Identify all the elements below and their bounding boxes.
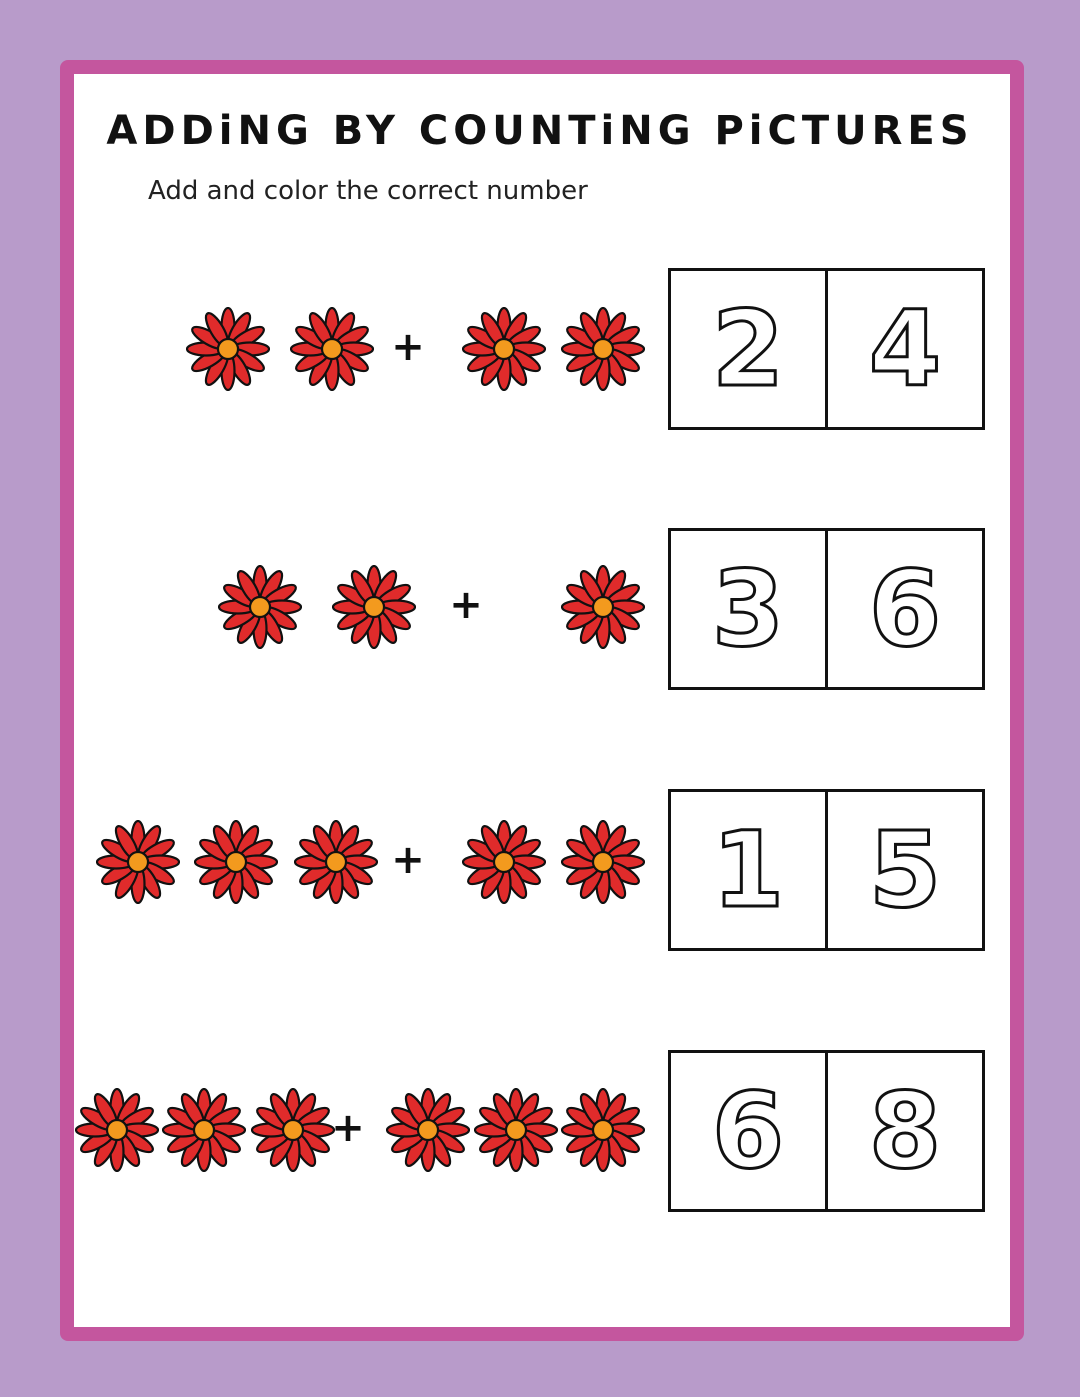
flower-icon: [474, 1088, 558, 1172]
flower-icon: [194, 820, 278, 904]
worksheet-title: ADDiNG BY COUNTiNG PiCTURES: [106, 108, 974, 154]
flower-icon: [290, 307, 374, 391]
plus-sign: +: [331, 1105, 365, 1151]
answer-number: 1: [711, 809, 785, 931]
flower-icon: [96, 820, 180, 904]
flower-icon: [386, 1088, 470, 1172]
plus-sign: +: [391, 324, 425, 370]
flower-icon: [294, 820, 378, 904]
answer-choices: [668, 789, 985, 951]
answer-choice-box[interactable]: [828, 531, 982, 687]
answer-choices: [668, 268, 985, 430]
answer-choice-box[interactable]: [671, 271, 828, 427]
answer-number: 4: [868, 288, 942, 410]
answer-choice-box[interactable]: [828, 1053, 982, 1209]
flower-icon: [561, 820, 645, 904]
answer-number: 5: [868, 809, 942, 931]
answer-number: 3: [711, 548, 785, 670]
answer-choice-box[interactable]: [828, 792, 982, 948]
flower-icon: [561, 1088, 645, 1172]
answer-number: 6: [868, 548, 942, 670]
answer-choice-box[interactable]: [671, 1053, 828, 1209]
flower-icon: [75, 1088, 159, 1172]
flower-icon: [186, 307, 270, 391]
plus-sign: +: [391, 837, 425, 883]
answer-number: 2: [711, 288, 785, 410]
plus-sign: +: [449, 582, 483, 628]
instructions: Add and color the correct number: [148, 176, 588, 206]
answer-choice-box[interactable]: [671, 792, 828, 948]
flower-icon: [561, 307, 645, 391]
answer-choices: [668, 528, 985, 690]
flower-icon: [251, 1088, 335, 1172]
answer-choice-box[interactable]: [671, 531, 828, 687]
flower-icon: [332, 565, 416, 649]
flower-icon: [462, 307, 546, 391]
flower-icon: [462, 820, 546, 904]
flower-icon: [218, 565, 302, 649]
answer-choice-box[interactable]: [828, 271, 982, 427]
flower-icon: [561, 565, 645, 649]
flower-icon: [162, 1088, 246, 1172]
answer-number: 6: [711, 1070, 785, 1192]
answer-number: 8: [868, 1070, 942, 1192]
answer-choices: [668, 1050, 985, 1212]
